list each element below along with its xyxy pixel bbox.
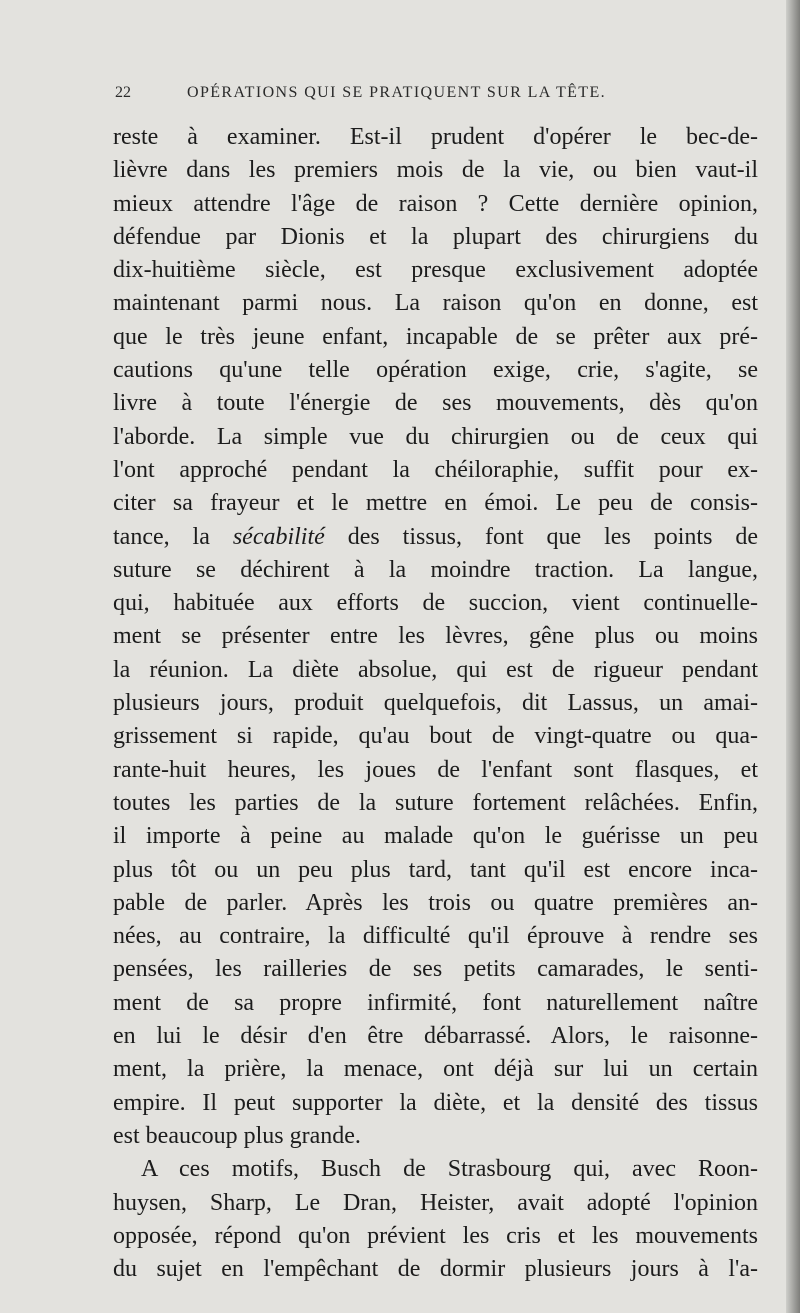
text-line: grissement si rapide, qu'au bout de vingt-quatre ou qua- xyxy=(113,723,758,750)
text-line: maintenant parmi nous. La raison qu'on en donne, est xyxy=(113,290,758,317)
text-line: ment se présenter entre les lèvres, gêne plus ou moins xyxy=(113,623,758,650)
text-segment: des tissus, font que les points de xyxy=(324,523,758,550)
text-line: dix-huitième siècle, est presque exclusivement adoptée xyxy=(113,257,758,284)
text-line: ment de sa propre infirmité, font naturellement naître xyxy=(113,989,758,1016)
text-line: il importe à peine au malade qu'on le guérisse un peu xyxy=(113,823,758,850)
paragraph-end-line: est beaucoup plus grande. xyxy=(113,1122,361,1149)
text-line: rante-huit heures, les joues de l'enfant sont flasques, et xyxy=(113,756,758,783)
text-line: livre à toute l'énergie de ses mouvements, dès qu'on xyxy=(113,390,758,417)
emphasized-term: sécabilité xyxy=(232,523,325,550)
text-line: défendue par Dionis et la plupart des chirurgiens du xyxy=(113,223,758,250)
paragraph-first-line: A ces motifs, Busch de Strasbourg qui, avec Roon- xyxy=(141,1156,758,1183)
text-line: cautions qu'une telle opération exige, crie, s'agite, se xyxy=(113,357,758,384)
text-line: opposée, répond qu'on prévient les cris et les mouvements xyxy=(113,1222,758,1249)
text-line: toutes les parties de la suture fortement relâchées. Enfin, xyxy=(113,789,758,816)
page-number: 22 xyxy=(115,84,131,101)
text-line: en lui le désir d'en être débarrassé. Alors, le raisonne- xyxy=(113,1023,758,1050)
text-line: plusieurs jours, produit quelquefois, dit Lassus, un amai- xyxy=(113,690,758,717)
text-line: pensées, les railleries de ses petits camarades, le senti- xyxy=(113,956,758,983)
body-text xyxy=(113,121,758,1286)
running-title: OPÉRATIONS QUI SE PRATIQUENT SUR LA TÊTE. xyxy=(187,84,607,101)
text-line: mieux attendre l'âge de raison ? Cette dernière opinion, xyxy=(113,190,758,217)
text-segment: tance, la xyxy=(113,523,233,550)
text-line-with-emphasis xyxy=(113,521,758,554)
text-line: empire. Il peut supporter la diète, et la densité des tissus xyxy=(113,1089,758,1116)
text-line: nées, au contraire, la difficulté qu'il éprouve à rendre ses xyxy=(113,923,758,950)
text-line: reste à examiner. Est-il prudent d'opérer le bec-de- xyxy=(113,124,758,150)
text-line: l'ont approché pendant la chéiloraphie, suffit pour ex- xyxy=(113,456,758,483)
text-line: pable de parler. Après les trois ou quatre premières an- xyxy=(113,889,758,916)
text-line: qui, habituée aux efforts de succion, vient continuelle- xyxy=(113,590,758,617)
text-line: ment, la prière, la menace, ont déjà sur lui un certain xyxy=(113,1056,758,1083)
text-line: plus tôt ou un peu plus tard, tant qu'il est encore inca- xyxy=(113,856,758,883)
text-line: l'aborde. La simple vue du chirurgien ou de ceux qui xyxy=(113,423,758,450)
text-line: lièvre dans les premiers mois de la vie, ou bien vaut-il xyxy=(113,157,758,184)
text-line: suture se déchirent à la moindre traction. La langue, xyxy=(113,556,758,583)
page-edge-shadow xyxy=(786,0,800,1313)
text-line: que le très jeune enfant, incapable de se prêter aux pré- xyxy=(113,323,758,350)
text-line: la réunion. La diète absolue, qui est de rigueur pendant xyxy=(113,656,758,683)
text-line: du sujet en l'empêchant de dormir plusieurs jours à l'a- xyxy=(113,1256,758,1283)
text-line: huysen, Sharp, Le Dran, Heister, avait adopté l'opinion xyxy=(113,1189,758,1216)
running-head xyxy=(115,84,755,114)
text-line: citer sa frayeur et le mettre en émoi. Le peu de consis- xyxy=(113,490,758,517)
